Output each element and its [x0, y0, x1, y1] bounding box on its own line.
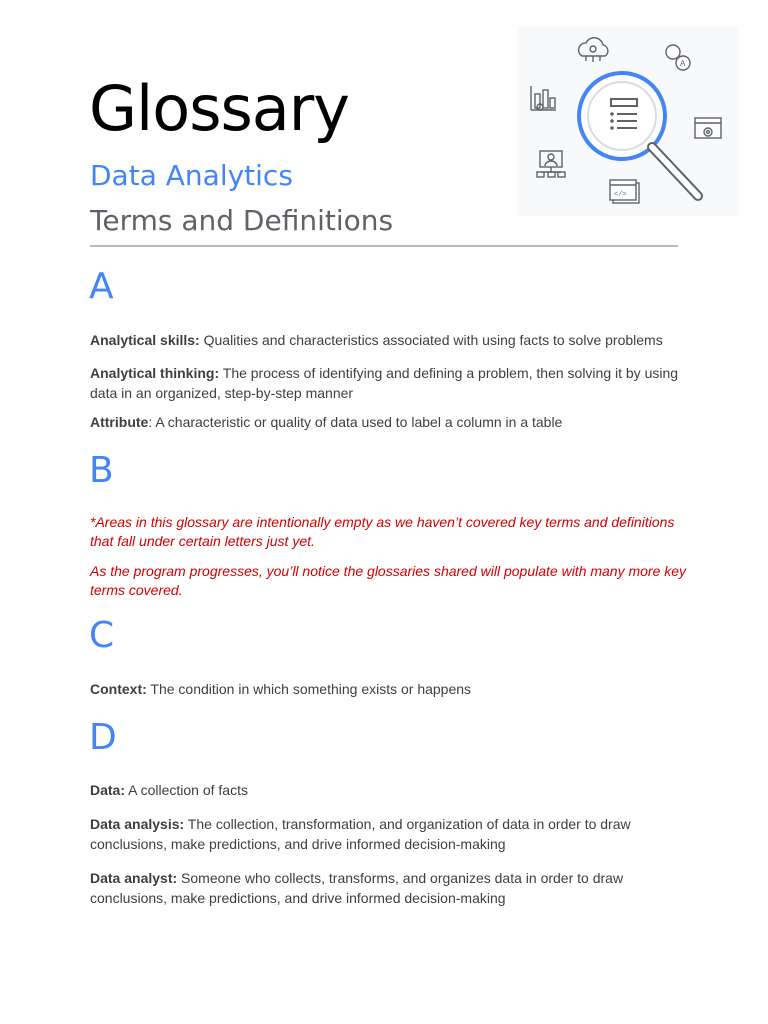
header-divider	[90, 245, 678, 247]
glossary-entry	[90, 868, 690, 908]
settings-window-icon	[695, 118, 721, 138]
page-title: Glossary	[89, 72, 349, 145]
entry-definition: : A characteristic or quality of data used to label a column in a table	[148, 414, 563, 430]
entry-term: Data:	[90, 782, 126, 798]
hero-illustration	[518, 26, 738, 216]
glossary-entry	[90, 412, 690, 432]
page-subsubtitle: Terms and Definitions	[90, 204, 394, 237]
section-note: As the program progresses, you’ll notice the glossaries shared will populate with many more key terms covered.	[90, 563, 687, 598]
entry-term: Context:	[90, 681, 147, 697]
svg-text:</>: </>	[614, 191, 627, 199]
entry-definition: Someone who collects, transforms, and organizes data in order to draw conclusions, make predictions, and drive informed decision-making	[90, 870, 624, 906]
entry-term: Analytical thinking:	[90, 365, 220, 381]
section-note: *Areas in this glossary are intentionally empty as we haven’t covered key terms and definitions that fall under certain letters just yet.	[90, 514, 675, 549]
glossary-entry	[90, 814, 690, 854]
section-letter-b: B	[89, 450, 114, 491]
entry-definition: The collection, transformation, and organization of data in order to draw conclusions, make predictions, and drive informed decision-making	[90, 816, 631, 852]
entry-term: Analytical skills:	[90, 332, 200, 348]
glossary-entry	[90, 679, 690, 699]
entry-definition: A collection of facts	[125, 782, 248, 798]
glossary-entry	[90, 780, 690, 800]
page-subtitle: Data Analytics	[90, 159, 293, 192]
entry-term: Data analyst:	[90, 870, 178, 886]
entry-term: Attribute	[90, 414, 149, 430]
svg-text:A: A	[680, 59, 686, 68]
section-letter-d: D	[89, 717, 117, 758]
section-letter-c: C	[89, 615, 115, 656]
code-window-icon	[610, 180, 639, 203]
glossary-entry	[90, 330, 690, 350]
entry-definition: The process of identifying and defining a problem, then solving it by using data in an organized, step-by-step manner	[90, 365, 679, 401]
entry-definition: The condition in which something exists or happens	[146, 681, 472, 697]
entry-definition: Qualities and characteristics associated with using facts to solve problems	[199, 332, 663, 348]
section-letter-a: A	[89, 266, 114, 307]
glossary-entry	[90, 363, 690, 403]
entry-term: Data analysis:	[90, 816, 185, 832]
